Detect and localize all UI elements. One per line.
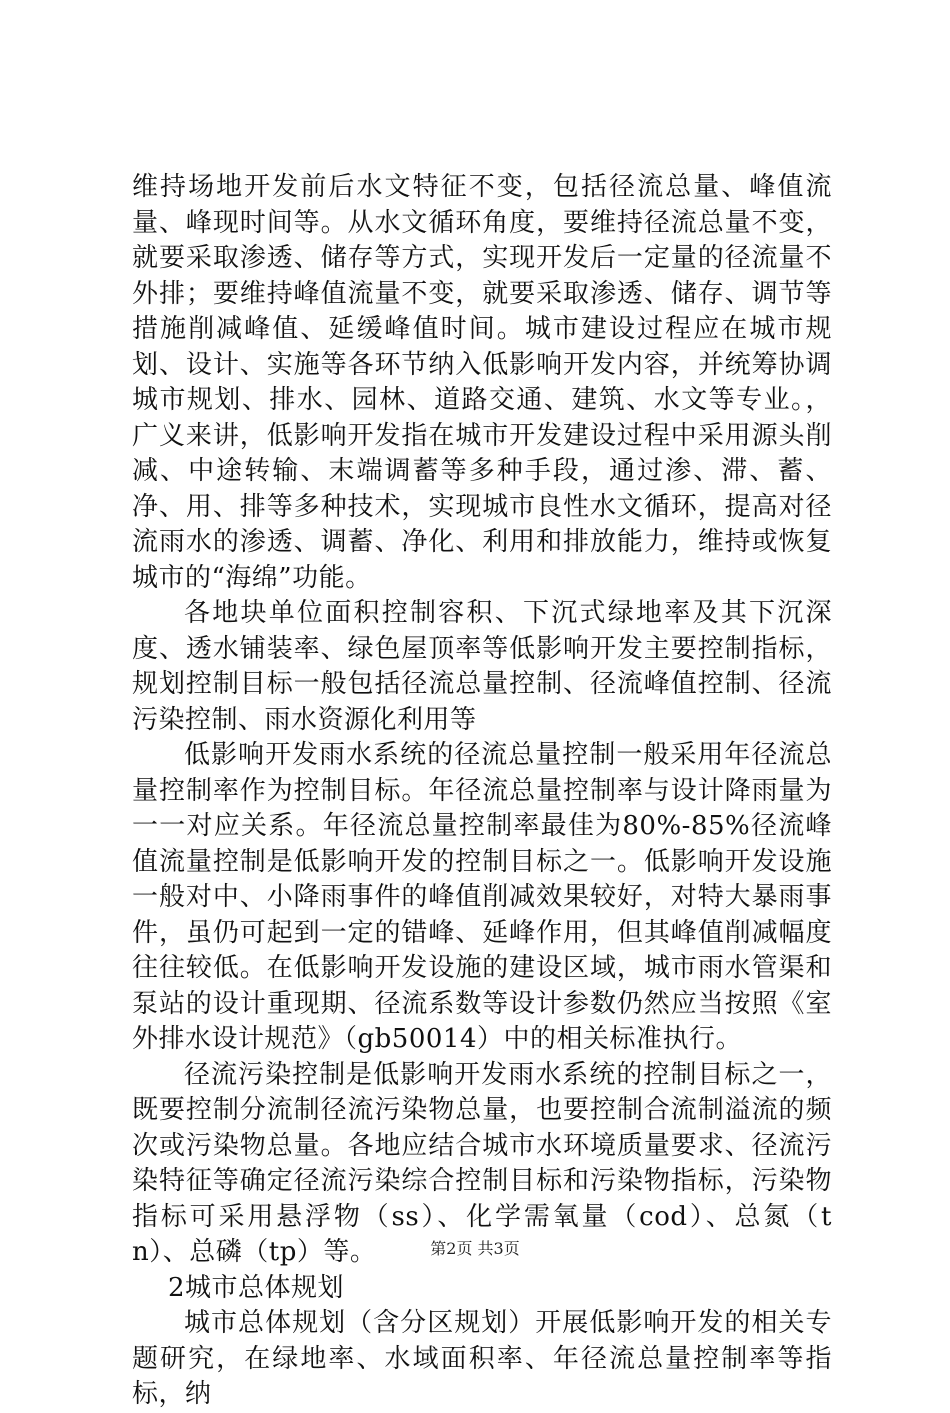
paragraph-3: 低影响开发雨水系统的径流总量控制一般采用年径流总量控制率作为控制目标。年径流总量控制率与设计降雨量为一一对应关系。年径流总量控制率最佳为80%-85%径流峰值流量控制是低影响开发的控制目标之一。低影响开发设施一般对中、小降雨事件的峰值削减效果较好，对特大暴雨事件，虽仍可起到一定的错峰、延峰作用，但其峰值削减幅度往往较低。在低影响开发设施的建设区域，城市雨水管渠和泵站的设计重现期、径流系数等设计参数仍然应当按照《室外排水设计规范》（gb50014）中的相关标准执行。 [132,740,832,1054]
document-body [132,170,832,1413]
page-footer: 第2页 共3页 [430,1239,520,1258]
paragraph-5: 城市总体规划（含分区规划）开展低影响开发的相关专题研究，在绿地率、水域面积率、年径流总量控制率等指标，纳 [132,1308,832,1409]
paragraph-1: 维持场地开发前后水文特征不变，包括径流总量、峰值流量、峰现时间等。从水文循环角度，要维持径流总量不变，就要采取渗透、储存等方式，实现开发后一定量的径流量不外排；要维持峰值流量不变，就要采取渗透、储存、调节等措施削减峰值、延缓峰值时间。城市建设过程应在城市规划、设计、实施等各环节纳入低影响开发内容，并统筹协调城市规划、排水、园林、道路交通、建筑、水文等专业。，广义来讲，低影响开发指在城市开发建设过程中采用源头削减、中途转输、末端调蓄等多种手段，通过渗、滞、蓄、净、用、排等多种技术，实现城市良性水文循环，提高对径流雨水的渗透、调蓄、净化、利用和排放能力，维持或恢复城市的“海绵”功能。 [132,172,832,593]
paragraph-2: 各地块单位面积控制容积、下沉式绿地率及其下沉深度、透水铺装率、绿色屋顶率等低影响开发主要控制指标，规划控制目标一般包括径流总量控制、径流峰值控制、径流污染控制、雨水资源化利用等 [132,598,832,735]
section-heading: 2城市总体规划 [168,1272,345,1303]
paragraph-4: 径流污染控制是低影响开发雨水系统的控制目标之一，既要控制分流制径流污染物总量，也要控制合流制溢流的频次或污染物总量。各地应结合城市水环境质量要求、径流污染特征等确定径流污染综合控制目标和污染物指标，污染物指标可采用悬浮物（ss）、化学需氧量（cod）、总氮（tn）、总磷（tp）等。 [132,1059,832,1267]
